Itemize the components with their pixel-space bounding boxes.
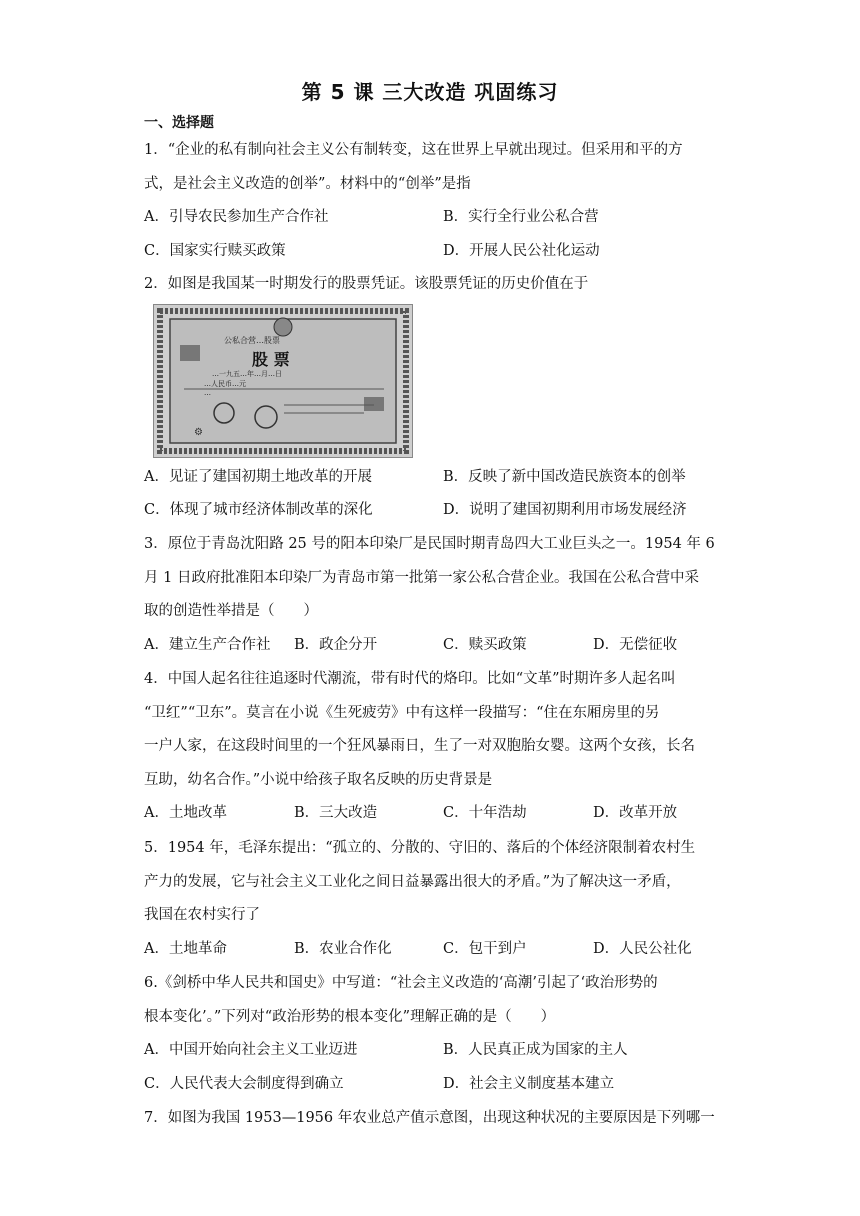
question-4-line-3: 一户人家，在这段时间里的一个狂风暴雨日，生了一对双胞胎女婴。这两个女孩，长名	[144, 738, 695, 754]
question-1-option-c: C．国家实行赎买政策	[144, 243, 286, 259]
stock-body-line-2: …人民币…元	[204, 380, 246, 388]
question-6-line-2: 根本变化’。”下列对“政治形势的根本变化”理解正确的是（ ）	[144, 1009, 556, 1025]
question-3-option-d: D．无偿征收	[593, 637, 678, 653]
question-5-line-2: 产力的发展，它与社会主义工业化之间日益暴露出很大的矛盾。”为了解决这一矛盾，	[144, 874, 681, 890]
stock-certificate-image	[153, 304, 413, 458]
question-4-line-1: 4．中国人起名往往追逐时代潮流，带有时代的烙印。比如“文革”时期许多人起名叫	[144, 671, 676, 687]
question-4-option-b: B．三大改造	[294, 805, 378, 821]
question-1-line-2: 式，是社会主义改造的创举”。材料中的“创举”是指	[144, 176, 471, 192]
question-4-option-a: A．土地改革	[144, 805, 227, 821]
question-2-option-d: D．说明了建国初期利用市场发展经济	[443, 502, 687, 518]
stock-body-line-1: …一九五…年…月…日	[212, 370, 282, 378]
question-5-line-1: 5．1954 年，毛泽东提出：“孤立的、分散的、守旧的、落后的个体经济限制着农村生	[144, 840, 696, 856]
question-7-line-1: 7．如图为我国 1953—1956 年农业总产值示意图，出现这种状况的主要原因是下列哪一	[144, 1110, 715, 1126]
question-5-option-c: C．包干到户	[443, 941, 527, 957]
stock-header-text: 公私合营…股票	[224, 336, 280, 345]
question-5-option-a: A．土地革命	[144, 941, 227, 957]
question-4-option-c: C．十年浩劫	[443, 805, 527, 821]
page-title: 第 5 课 三大改造 巩固练习	[301, 80, 559, 104]
question-2-option-b: B．反映了新中国改造民族资本的创举	[443, 469, 686, 485]
svg-text:⚙: ⚙	[194, 427, 203, 438]
question-5-line-3: 我国在农村实行了	[144, 907, 260, 923]
question-1-option-b: B．实行全行业公私合营	[443, 209, 599, 225]
question-6-option-a: A．中国开始向社会主义工业迈进	[144, 1042, 358, 1058]
stock-body-line-3: …	[204, 389, 211, 397]
question-1-option-d: D．开展人民公社化运动	[443, 243, 600, 259]
question-1-option-a: A．引导农民参加生产合作社	[144, 209, 329, 225]
question-3-line-2: 月 1 日政府批准阳本印染厂为青岛市第一批第一家公私合营企业。我国在公私合营中采	[144, 570, 699, 586]
question-6-option-d: D．社会主义制度基本建立	[443, 1076, 615, 1092]
question-4-line-2: “卫红”“卫东”。莫言在小说《生死疲劳》中有这样一段描写：“住在东厢房里的另	[144, 705, 660, 721]
question-2-option-a: A．见证了建国初期土地改革的开展	[144, 469, 372, 485]
stock-title-text: 股 票	[252, 350, 290, 369]
emblem-icon	[274, 318, 292, 336]
question-6-line-1: 6.《剑桥中华人民共和国史》中写道：“社会主义改造的‘高潮’引起了‘政治形势的	[144, 975, 658, 991]
section-heading: 一、选择题	[144, 115, 214, 131]
question-3-option-c: C．赎买政策	[443, 637, 527, 653]
question-6-option-c: C．人民代表大会制度得到确立	[144, 1076, 344, 1092]
question-3-option-b: B．政企分开	[294, 637, 378, 653]
question-3-line-1: 3．原位于青岛沈阳路 25 号的阳本印染厂是民国时期青岛四大工业巨头之一。1954 年 6	[144, 536, 715, 552]
question-6-option-b: B．人民真正成为国家的主人	[443, 1042, 628, 1058]
question-5-option-d: D．人民公社化	[593, 941, 692, 957]
question-3-line-3: 取的创造性举措是（ ）	[144, 603, 318, 619]
question-2-line-1: 2．如图是我国某一时期发行的股票凭证。该股票凭证的历史价值在于	[144, 276, 589, 292]
question-1-line-1: 1．“企业的私有制向社会主义公有制转变，这在世界上早就出现过。但采用和平的方	[144, 142, 683, 158]
question-3-option-a: A．建立生产合作社	[144, 637, 271, 653]
question-4-line-4: 互助，幼名合作。”小说中给孩子取名反映的历史背景是	[144, 772, 493, 788]
question-5-option-b: B．农业合作化	[294, 941, 392, 957]
question-2-option-c: C．体现了城市经济体制改革的深化	[144, 502, 373, 518]
question-4-option-d: D．改革开放	[593, 805, 678, 821]
